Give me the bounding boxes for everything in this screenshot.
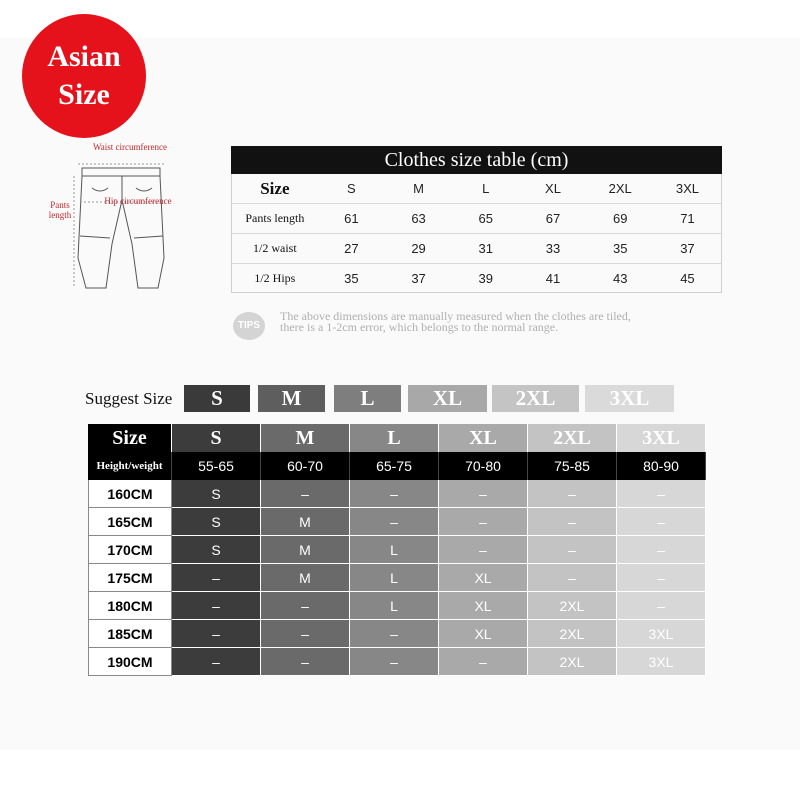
table-cell: – [172, 592, 261, 620]
tips-line2: there is a 1-2cm error, which belongs to the normal range. [280, 320, 559, 334]
clothes-header-cell: L [482, 181, 490, 196]
height-label: 165CM [88, 508, 172, 536]
table-cell: – [350, 648, 439, 676]
table-row [88, 536, 706, 564]
table-cell: – [439, 508, 528, 536]
suggest-size-xl: XL [408, 385, 487, 412]
table-cell: – [617, 564, 706, 592]
table-row [88, 648, 706, 676]
size-header-cell: L [350, 424, 439, 452]
suggest-size-l: L [334, 385, 401, 412]
size-header-cell: 3XL [617, 424, 706, 452]
table-cell: 2XL [528, 648, 617, 676]
badge-line2: Size [58, 78, 110, 111]
table-cell: XL [439, 564, 528, 592]
table-cell: – [617, 592, 706, 620]
size-header-cell: 2XL [528, 424, 617, 452]
table-cell: S [172, 480, 261, 508]
table-cell: S [172, 536, 261, 564]
table-cell: 45 [680, 271, 695, 286]
table-cell: L [350, 536, 439, 564]
clothes-table-row [232, 204, 721, 234]
table-cell: – [261, 480, 350, 508]
asian-size-badge [22, 14, 146, 138]
table-cell: 2XL [528, 620, 617, 648]
clothes-size-table [231, 174, 722, 293]
table-cell: 3XL [617, 620, 706, 648]
clothes-table-title: Clothes size table (cm) [231, 146, 722, 174]
table-row [88, 480, 706, 508]
hip-label: Hip circumference [104, 196, 172, 206]
table-cell: 35 [344, 271, 359, 286]
weight-cell: 70-80 [439, 452, 528, 480]
tips-line1: The above dimensions are manually measured when the clothes are tiled, [280, 309, 631, 323]
suggest-size-2xl: 2XL [492, 385, 579, 412]
table-cell: – [439, 536, 528, 564]
table-cell: – [617, 536, 706, 564]
size-header-cell: S [172, 424, 261, 452]
table-row [88, 620, 706, 648]
suggest-size-3xl: 3XL [585, 385, 674, 412]
weight-cell: 75-85 [528, 452, 617, 480]
table-cell: – [261, 648, 350, 676]
table-cell: – [350, 620, 439, 648]
table-cell: XL [439, 620, 528, 648]
weight-cell: 60-70 [261, 452, 350, 480]
clothes-header-cell: M [413, 181, 424, 196]
suggest-size-s: S [184, 385, 250, 412]
clothes-table-row [232, 264, 721, 293]
weight-cell: 80-90 [617, 452, 706, 480]
clothes-table-row [232, 234, 721, 264]
table-cell: 61 [344, 211, 359, 226]
suggest-size-m: M [258, 385, 325, 412]
table-cell: L [350, 592, 439, 620]
table-cell: 43 [612, 271, 628, 286]
table-cell: S [172, 508, 261, 536]
suggest-size-label: Suggest Size [85, 389, 173, 408]
table-cell: 33 [545, 241, 561, 256]
table-cell: M [261, 536, 350, 564]
table-cell: – [261, 620, 350, 648]
table-cell: 27 [344, 241, 359, 256]
table-cell: 3XL [617, 648, 706, 676]
table-cell: – [617, 508, 706, 536]
table-row [88, 564, 706, 592]
table-cell: – [528, 480, 617, 508]
size-header-row [88, 424, 706, 452]
table-cell: 37 [411, 271, 426, 286]
clothes-header-cell: 3XL [675, 181, 699, 196]
table-cell: 65 [478, 211, 493, 226]
size-header-cell: M [261, 424, 350, 452]
height-label: 180CM [88, 592, 172, 620]
waist-label: Waist circumference [93, 142, 167, 152]
height-weight-size-table [88, 424, 706, 676]
table-cell: 67 [545, 211, 561, 226]
table-cell: – [528, 508, 617, 536]
table-cell: M [261, 564, 350, 592]
weight-cell: 65-75 [350, 452, 439, 480]
table-cell: – [528, 564, 617, 592]
table-cell: – [617, 480, 706, 508]
tips-note [280, 311, 720, 333]
clothes-header-size: Size [260, 178, 290, 198]
table-cell: 41 [545, 271, 561, 286]
clothes-header-cell: 2XL [608, 181, 632, 196]
clothes-header-cell: S [346, 181, 356, 196]
weight-row [88, 452, 706, 480]
table-cell: 37 [680, 241, 695, 256]
weight-header-label: Height/weight [88, 452, 172, 480]
size-header-cell: XL [439, 424, 528, 452]
table-cell: – [350, 508, 439, 536]
row-label: Pants length [245, 211, 305, 225]
table-cell: – [172, 648, 261, 676]
height-label: 190CM [88, 648, 172, 676]
height-rows [88, 480, 706, 676]
table-row [88, 508, 706, 536]
height-label: 170CM [88, 536, 172, 564]
table-cell: 69 [612, 211, 628, 226]
clothes-header-cell: XL [545, 181, 561, 196]
table-cell: – [439, 648, 528, 676]
table-cell: – [439, 480, 528, 508]
height-label: 175CM [88, 564, 172, 592]
size-header-label: Size [88, 424, 172, 452]
pants-outline-icon [40, 140, 220, 300]
row-label: 1/2 waist [253, 241, 297, 255]
row-label: 1/2 Hips [254, 271, 296, 285]
table-cell: XL [439, 592, 528, 620]
table-cell: – [172, 564, 261, 592]
table-cell: 35 [612, 241, 628, 256]
clothes-table-header-row [232, 174, 721, 204]
table-cell: 2XL [528, 592, 617, 620]
table-cell: – [261, 592, 350, 620]
pants-diagram [40, 140, 220, 300]
height-label: 185CM [88, 620, 172, 648]
height-label: 160CM [88, 480, 172, 508]
table-cell: L [350, 564, 439, 592]
tips-icon: TIPS [233, 312, 265, 340]
table-cell: 31 [478, 241, 493, 256]
table-row [88, 592, 706, 620]
table-cell: 39 [478, 271, 493, 286]
weight-cell: 55-65 [172, 452, 261, 480]
length-label: Pants length [48, 200, 72, 220]
badge-line1: Asian [47, 40, 121, 73]
table-cell: 29 [411, 241, 426, 256]
table-cell: M [261, 508, 350, 536]
table-cell: 63 [411, 211, 426, 226]
table-cell: – [528, 536, 617, 564]
table-cell: 71 [680, 211, 695, 226]
table-cell: – [350, 480, 439, 508]
table-cell: – [172, 620, 261, 648]
